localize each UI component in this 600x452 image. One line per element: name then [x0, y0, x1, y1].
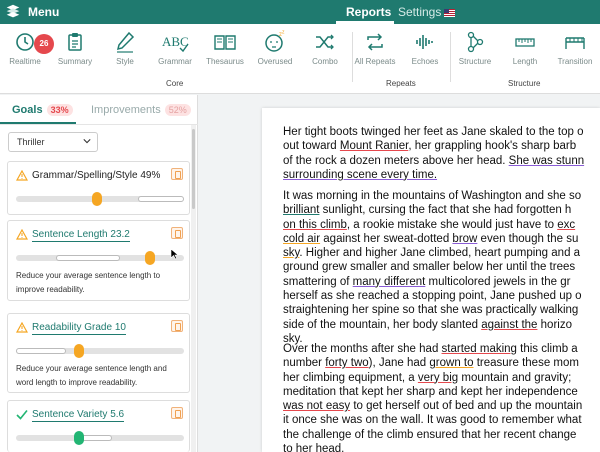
goal-card-sentence-length[interactable] — [7, 220, 190, 301]
goal-progress-track — [16, 348, 184, 354]
tool-label: Combo — [312, 57, 338, 66]
doc-paragraph-1[interactable] — [283, 125, 600, 182]
tool-thesaurus[interactable] — [202, 30, 248, 66]
genre-dropdown-value: Thriller — [17, 137, 45, 147]
info-icon[interactable] — [171, 407, 183, 419]
svg-text:z: z — [279, 32, 282, 38]
svg-text:z: z — [282, 30, 285, 36]
goal-progress-track — [16, 196, 184, 202]
pen-icon — [113, 30, 137, 54]
report-toolbar — [0, 24, 600, 94]
clipboard-icon — [63, 30, 87, 54]
doc-line: sky. Higher and higher Jane climbed, heart pumping and a — [283, 247, 581, 260]
repeat-icon — [363, 30, 387, 54]
doc-paragraph-3[interactable] — [283, 342, 600, 452]
goal-card-title: Readability Grade 10 — [32, 322, 126, 333]
tab-goals[interactable] — [12, 104, 73, 116]
doc-line: smattering of many different multicolored jewels in the gr — [283, 275, 571, 288]
tool-label: Overused — [257, 57, 293, 66]
goals-percent-badge: 33% — [47, 104, 73, 116]
doc-line: straightening her spine so that she was practically walking — [283, 304, 579, 317]
goal-card-sentence-variety[interactable] — [7, 400, 190, 452]
tool-realtime[interactable] — [2, 30, 48, 66]
doc-line: sky. — [283, 332, 303, 345]
goal-slider-knob[interactable] — [74, 344, 84, 358]
tab-reports[interactable]: Reports — [346, 5, 392, 19]
doc-line: to her head. — [283, 443, 345, 452]
tool-label: Echoes — [411, 57, 439, 66]
tool-overused[interactable] — [252, 30, 298, 66]
doc-line: cold air against her sweat-dotted brow even though the su — [283, 232, 579, 245]
goal-target-range — [138, 196, 184, 202]
tool-length[interactable] — [502, 30, 548, 66]
chevron-down-icon — [83, 137, 91, 145]
tab-settings-label: Settings — [398, 5, 442, 19]
tab-improvements[interactable] — [91, 104, 191, 116]
tab-settings[interactable] — [398, 5, 455, 19]
doc-line: out toward Mount Ranier, her grappling hook's sharp barb — [283, 140, 577, 153]
tool-echoes[interactable] — [402, 30, 448, 66]
tool-label: Grammar — [158, 57, 192, 66]
goal-slider-knob[interactable] — [74, 431, 84, 445]
logo-icon — [4, 3, 22, 21]
doc-line: ground grew smaller and smaller below her until the trees — [283, 261, 576, 274]
abc-icon — [161, 30, 189, 54]
tool-label: Summary — [57, 57, 93, 66]
tool-structure[interactable] — [452, 30, 498, 66]
tool-style[interactable] — [102, 30, 148, 66]
goals-panel — [0, 95, 198, 452]
genre-dropdown[interactable] — [8, 132, 98, 152]
goal-card-description: Reduce your average sentence length and word length to improve readability. — [16, 364, 167, 387]
info-icon[interactable] — [171, 320, 183, 332]
svg-text:ABC: ABC — [162, 34, 189, 49]
doc-paragraph-2[interactable] — [283, 189, 600, 346]
goal-card-title: Sentence Length 23.2 — [32, 229, 130, 240]
goal-card-title: Grammar/Spelling/Style 49% — [32, 170, 161, 181]
goal-target-range — [16, 348, 66, 354]
doc-line: surrounding scene every time. — [283, 168, 438, 181]
check-icon — [16, 409, 28, 420]
group-label-structure: Structure — [508, 79, 541, 88]
goal-card-readability[interactable] — [7, 313, 190, 393]
group-divider — [450, 32, 451, 82]
doc-line: Her tight boots twinged her feet as Jane skaled to the top o — [283, 126, 584, 138]
group-label-core: Core — [166, 79, 184, 88]
tab-improvements-label: Improvements — [91, 104, 161, 116]
mouse-cursor-icon — [170, 248, 179, 260]
doc-line: Over the months after she had started making this climb a — [283, 343, 578, 355]
goal-card-grammar[interactable] — [7, 161, 190, 215]
doc-line: the challenge of the climb ensured that her recent change — [283, 428, 577, 441]
tool-label: Thesaurus — [206, 57, 244, 66]
improvements-percent-badge: 52% — [165, 104, 191, 116]
scrollbar-thumb[interactable] — [192, 129, 195, 209]
tool-combo[interactable] — [302, 30, 348, 66]
info-icon[interactable] — [171, 168, 183, 180]
doc-line: brilliant sunlight, cursing the fact that she had forgotten h — [283, 204, 572, 217]
goal-card-description: Reduce your average sentence length to improve readability. — [16, 271, 161, 294]
tool-label: Style — [116, 57, 134, 66]
goal-slider-knob[interactable] — [92, 192, 102, 206]
goal-progress-track — [16, 435, 184, 441]
doc-line: her climbing equipment, a very big mountain and gravity; — [283, 371, 572, 384]
doc-line: on this climb, a rookie mistake she would just have to exc — [283, 218, 576, 231]
network-icon — [463, 30, 487, 54]
warning-icon — [16, 322, 28, 333]
goal-card-title: Sentence Variety 5.6 — [32, 409, 125, 420]
doc-line: number forty two), Jane had grown to treasure these mom — [283, 357, 579, 370]
doc-line: herself as she reached a stopping point, Jane pushed up o — [283, 290, 582, 303]
goal-progress-track — [16, 255, 184, 261]
tool-label: Realtime — [9, 57, 41, 66]
warning-icon — [16, 229, 28, 240]
tab-goals-label: Goals — [12, 104, 43, 116]
tool-transition[interactable] — [552, 30, 598, 66]
tool-all-repeats[interactable] — [352, 30, 398, 66]
warning-icon — [16, 170, 28, 181]
goal-slider-knob[interactable] — [145, 251, 155, 265]
doc-line: side of the mountain, her body slanted against the horizo — [283, 318, 572, 331]
notification-badge: 26 — [34, 34, 54, 54]
doc-line: meditation that kept her sharp and kept her independence — [283, 385, 578, 398]
divider — [0, 124, 198, 125]
bridge-icon — [563, 30, 587, 54]
waveform-icon — [413, 30, 437, 54]
tool-label: Structure — [458, 57, 492, 66]
ruler-icon — [513, 30, 537, 54]
document-page[interactable] — [262, 108, 600, 452]
tool-label: All Repeats — [354, 57, 396, 66]
menu-label: Menu — [28, 5, 60, 19]
info-icon[interactable] — [171, 227, 183, 239]
tool-summary[interactable] — [52, 30, 98, 66]
menu-button[interactable] — [4, 3, 59, 21]
group-label-repeats: Repeats — [386, 79, 416, 88]
goal-target-range — [56, 255, 120, 261]
top-bar — [0, 0, 600, 24]
tool-label: Length — [512, 57, 538, 66]
doc-line: was not easy to get herself out of bed and up the mountain — [283, 400, 583, 413]
doc-line: It was morning in the mountains of Washington and she so — [283, 190, 582, 202]
sleepy-face-icon — [263, 30, 287, 54]
doc-line: it once she was on the wall. It was good to remember what — [283, 414, 582, 427]
tool-label: Transition — [557, 57, 593, 66]
us-flag-icon — [444, 9, 455, 17]
tool-grammar[interactable] — [152, 30, 198, 66]
book-icon — [212, 30, 238, 54]
shuffle-icon — [313, 30, 337, 54]
doc-line: of the rock a dozen meters above her head. She was stunn — [283, 154, 585, 167]
